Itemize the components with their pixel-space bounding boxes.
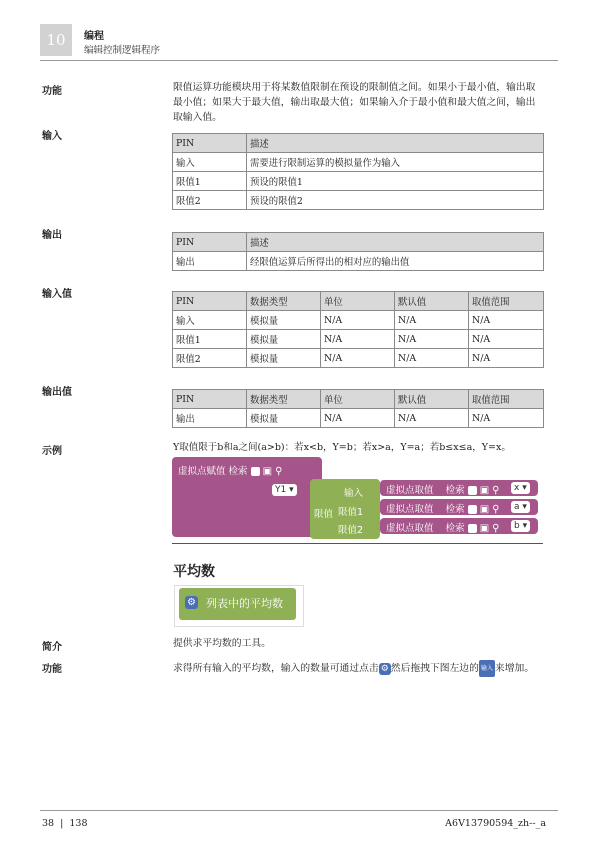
table-header-row bbox=[173, 134, 544, 153]
table-cell: N/A bbox=[395, 349, 469, 368]
header-cell: 取值范围 bbox=[469, 292, 544, 311]
chapter-number: 10 bbox=[46, 31, 66, 49]
table-cell: N/A bbox=[395, 330, 469, 349]
table-row bbox=[173, 409, 544, 428]
table-cell: N/A bbox=[321, 349, 395, 368]
header-cell: PIN bbox=[173, 134, 247, 153]
input-chip-label: 输入 bbox=[480, 665, 493, 672]
table-cell: N/A bbox=[321, 311, 395, 330]
getter-label: 虚拟点取值 bbox=[386, 504, 434, 515]
table-cell: 输出 bbox=[173, 252, 247, 271]
function-text: 限值运算功能模块用于将某数值限制在预设的限制值之间。如果小于最小值，输出取最小值；如果大于最大值，输出取最大值；如果输入介于最小值和最大值之间，输出取输入值。 bbox=[173, 82, 536, 123]
average-function-text-3: 来增加。 bbox=[494, 663, 535, 674]
table-cell: 模拟量 bbox=[247, 330, 321, 349]
table-cell: 预设的限值1 bbox=[247, 172, 544, 191]
table-cell: N/A bbox=[469, 349, 544, 368]
getter-a-content bbox=[386, 501, 500, 515]
table-cell: 限值1 bbox=[173, 330, 247, 349]
header-cell: 数据类型 bbox=[247, 292, 321, 311]
limit-label: 限值 bbox=[314, 509, 334, 520]
table-cell: 限值2 bbox=[173, 191, 247, 210]
table-cell: N/A bbox=[469, 311, 544, 330]
gear-icon[interactable]: ⚙ bbox=[185, 596, 198, 609]
function-label: 功能 bbox=[42, 86, 62, 97]
var-a-dropdown[interactable]: a ▾ bbox=[511, 501, 530, 513]
search-checkbox[interactable] bbox=[468, 486, 477, 495]
table-cell: 限值1 bbox=[173, 172, 247, 191]
search-icon[interactable]: ⚲ bbox=[275, 466, 283, 477]
example-text: Y取值限于b和a之间(a>b)：若x<b，Y=b；若x>a，Y=a；若b≤x≤a，Y=x。 bbox=[173, 442, 511, 453]
table-cell: N/A bbox=[395, 409, 469, 428]
header-cell: 描述 bbox=[247, 233, 544, 252]
image-icon[interactable]: ▣ bbox=[479, 504, 490, 515]
table-cell: 模拟量 bbox=[247, 311, 321, 330]
assign-label: 虚拟点赋值 bbox=[178, 466, 226, 477]
table-cell: N/A bbox=[395, 311, 469, 330]
table-row bbox=[173, 311, 544, 330]
chapter-number-box bbox=[40, 24, 72, 56]
example-label: 示例 bbox=[42, 446, 62, 457]
header-cell: 描述 bbox=[247, 134, 544, 153]
input-values-table bbox=[172, 291, 544, 368]
var-x-value: x bbox=[514, 483, 520, 493]
image-icon[interactable]: ▣ bbox=[479, 523, 490, 534]
intro-text: 提供求平均数的工具。 bbox=[173, 638, 271, 649]
image-icon[interactable]: ▣ bbox=[262, 466, 273, 477]
input-table bbox=[172, 133, 544, 210]
var-b-value: b bbox=[514, 521, 520, 531]
table-row bbox=[173, 191, 544, 210]
total-pages: 138 bbox=[69, 818, 88, 829]
example-divider bbox=[172, 543, 543, 544]
getter-label: 虚拟点取值 bbox=[386, 485, 434, 496]
header-cell: PIN bbox=[173, 292, 247, 311]
header-divider bbox=[40, 60, 558, 61]
table-row bbox=[173, 172, 544, 191]
average-function-text bbox=[173, 660, 563, 677]
block-program-example bbox=[172, 457, 543, 541]
intro-label: 简介 bbox=[42, 642, 62, 653]
gear-icon: ⚙ bbox=[380, 663, 389, 674]
page-separator: | bbox=[60, 818, 64, 829]
table-header-row bbox=[173, 233, 544, 252]
table-cell: 输入 bbox=[173, 311, 247, 330]
var-x-dropdown[interactable]: x ▾ bbox=[511, 482, 530, 494]
image-icon[interactable]: ▣ bbox=[479, 485, 490, 496]
average-function-text-1: 求得所有输入的平均数，输入的数量可通过点击 bbox=[173, 663, 379, 674]
target-variable-value: Y1 bbox=[275, 485, 287, 495]
limit2-label: 限值2 bbox=[338, 525, 364, 536]
input-label: 输入 bbox=[42, 131, 62, 142]
footer-divider bbox=[40, 810, 558, 811]
limit-input-label: 输入 bbox=[344, 488, 364, 499]
table-cell: 输入 bbox=[173, 153, 247, 172]
header-cell: PIN bbox=[173, 390, 247, 409]
var-b-dropdown[interactable]: b ▾ bbox=[511, 520, 530, 532]
search-label: 检索 bbox=[445, 485, 465, 496]
input-chip-icon bbox=[479, 660, 495, 677]
current-page: 38 bbox=[42, 818, 55, 829]
search-label: 检索 bbox=[445, 504, 465, 515]
header-cell: 单位 bbox=[321, 292, 395, 311]
search-checkbox[interactable] bbox=[251, 467, 260, 476]
table-row bbox=[173, 252, 544, 271]
average-block-label: 列表中的平均数 bbox=[206, 597, 283, 610]
getter-label: 虚拟点取值 bbox=[386, 523, 434, 534]
table-cell: N/A bbox=[321, 409, 395, 428]
table-cell: 预设的限值2 bbox=[247, 191, 544, 210]
average-function-label: 功能 bbox=[42, 664, 62, 675]
output-values-table bbox=[172, 389, 544, 428]
target-variable-dropdown[interactable]: Y1 ▾ bbox=[272, 484, 297, 496]
table-cell: N/A bbox=[321, 330, 395, 349]
header-cell: 默认值 bbox=[395, 390, 469, 409]
average-function-text-2: 然后拖拽下图左边的 bbox=[390, 663, 479, 674]
var-a-value: a bbox=[514, 502, 520, 512]
table-row bbox=[173, 330, 544, 349]
getter-b-content bbox=[386, 520, 500, 534]
getter-x-content bbox=[386, 482, 500, 496]
header-cell: PIN bbox=[173, 233, 247, 252]
search-icon[interactable]: ⚲ bbox=[492, 485, 500, 496]
table-cell: 经限值运算后所得出的相对应的输出值 bbox=[247, 252, 544, 271]
search-checkbox[interactable] bbox=[468, 505, 477, 514]
header-cell: 数据类型 bbox=[247, 390, 321, 409]
table-header-row bbox=[173, 292, 544, 311]
limit1-label: 限值1 bbox=[338, 507, 364, 518]
table-cell: 限值2 bbox=[173, 349, 247, 368]
header-cell: 单位 bbox=[321, 390, 395, 409]
table-cell: 需要进行限制运算的模拟量作为输入 bbox=[247, 153, 544, 172]
search-label: 检索 bbox=[228, 466, 248, 477]
table-cell: 模拟量 bbox=[247, 349, 321, 368]
table-row bbox=[173, 349, 544, 368]
document-id: A6V13790594_zh--_a bbox=[445, 818, 546, 829]
table-header-row bbox=[173, 390, 544, 409]
section-heading: 平均数 bbox=[173, 564, 215, 580]
output-label: 输出 bbox=[42, 230, 62, 241]
header-cell: 取值范围 bbox=[469, 390, 544, 409]
table-cell: N/A bbox=[469, 409, 544, 428]
output-values-label: 输出值 bbox=[42, 387, 72, 398]
header-cell: 默认值 bbox=[395, 292, 469, 311]
input-values-label: 输入值 bbox=[42, 289, 72, 300]
search-label: 检索 bbox=[445, 523, 465, 534]
table-cell: 模拟量 bbox=[247, 409, 321, 428]
output-table bbox=[172, 232, 544, 271]
search-icon[interactable]: ⚲ bbox=[492, 523, 500, 534]
chapter-subtitle: 编辑控制逻辑程序 bbox=[84, 45, 161, 56]
table-row bbox=[173, 153, 544, 172]
table-cell: N/A bbox=[469, 330, 544, 349]
page-number bbox=[42, 818, 88, 829]
assign-block-header bbox=[178, 463, 282, 477]
search-icon[interactable]: ⚲ bbox=[492, 504, 500, 515]
search-checkbox[interactable] bbox=[468, 524, 477, 533]
chapter-title: 编程 bbox=[84, 31, 104, 42]
table-cell: 输出 bbox=[173, 409, 247, 428]
